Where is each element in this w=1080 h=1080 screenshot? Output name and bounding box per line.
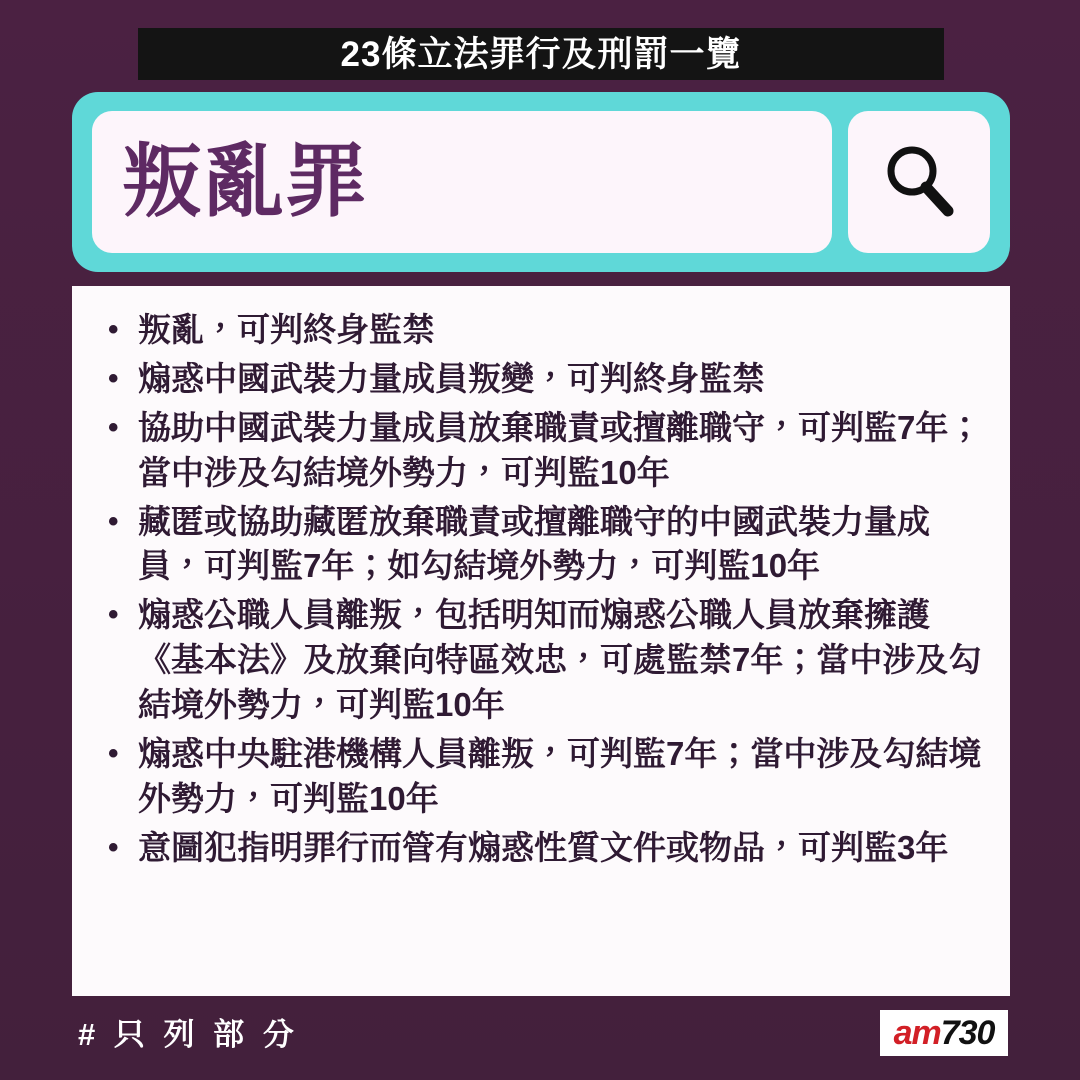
search-keyword: 叛亂罪 [122,137,368,226]
am730-logo [880,1010,1008,1056]
logo-730-text: 730 [940,1014,995,1052]
list-item: • 煽惑中國武裝力量成員叛變，可判終身監禁 [98,357,984,402]
magnifier-icon [876,139,962,225]
search-bar [72,92,1010,272]
footer-note: # 只 列 部 分 [78,1017,299,1052]
list-item: • 協助中國武裝力量成員放棄職責或擅離職守，可判監7年；當中涉及勾結境外勢力，可判監10年 [98,406,984,496]
offence-card [72,286,1010,996]
logo-wordmark [894,1016,995,1050]
list-item: • 煽惑中央駐港機構人員離叛，可判監7年；當中涉及勾結境外勢力，可判監10年 [98,732,984,822]
list-item: • 煽惑公職人員離叛，包括明知而煽惑公職人員放棄擁護《基本法》及放棄向特區效忠，可處監禁7年；當中涉及勾結境外勢力，可判監10年 [98,593,984,728]
offence-list [98,308,984,871]
list-item: • 叛亂，可判終身監禁 [98,308,984,353]
page-title: 23條立法罪行及刑罰一覽 [340,34,742,74]
logo-am-text: am [893,1014,941,1052]
search-button[interactable] [848,111,990,253]
search-input[interactable] [92,111,832,253]
list-item: • 意圖犯指明罪行而管有煽惑性質文件或物品，可判監3年 [98,826,984,871]
list-item: • 藏匿或協助藏匿放棄職責或擅離職守的中國武裝力量成員，可判監7年；如勾結境外勢力，可判監10年 [98,500,984,590]
title-bar [138,28,944,80]
